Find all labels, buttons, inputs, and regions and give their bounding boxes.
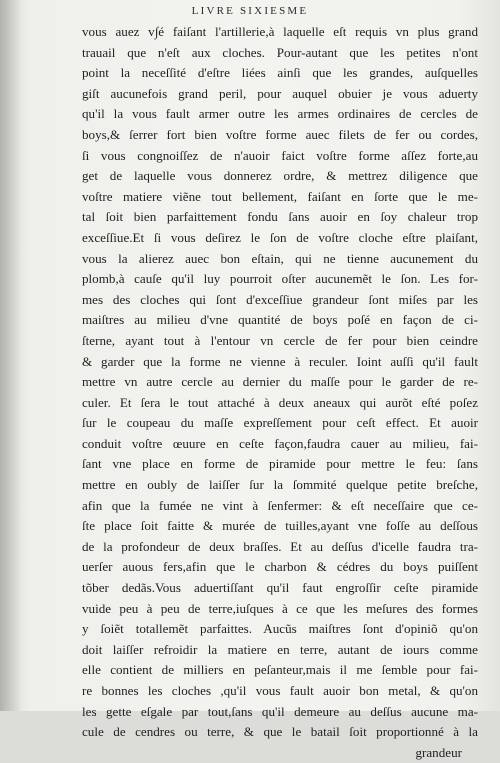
text-line: giſt aucunefois grand peril, pour auquel obuier je vous aduerty — [82, 85, 478, 101]
text-line: conduit voſtre œuure en ceſte façon,faudra cauer au milieu, fai- — [82, 435, 478, 451]
text-line: qu'il la vous fault armer outre les armes ordinaires de cercles de — [82, 106, 478, 122]
text-line: doit laiſſer refroidir la matiere en terre, autant de iours comme — [82, 641, 478, 657]
text-line: boys,& ſerrer fort bien voſtre forme auec filets de fer ou cordes, — [82, 126, 478, 142]
text-line: ſte place ſoit faitte & murée de tuilles,ayant vne foſſe au deſſous — [82, 518, 478, 534]
body-text — [82, 22, 478, 763]
text-line: exceſſiue.Et ſi vous deſirez le ſon de voſtre cloche eſtre plaiſant, — [82, 229, 478, 245]
text-line: vous la alierez auec bon eſtain, qui ne tienne aucunement du — [82, 250, 478, 266]
text-line: trauail que n'eſt aux cloches. Pour-autant que les petites n'ont — [82, 44, 478, 60]
running-head: LIVRE SIXIESME — [191, 5, 309, 17]
text-line: uerſer auous fers,afin que le charbon & cédres du boys puiſſent — [82, 559, 478, 575]
text-line: ſterne, ayant tout à l'entour vn cercle de fer pour bien ceindre — [82, 332, 478, 348]
text-line: vous auez v∫é faiſant l'artillerie,à laquelle eſt requis vn plus grand — [82, 24, 478, 39]
text-line: ſant vne place en forme de piramide pour mettre le feu: ſans — [82, 456, 478, 472]
text-line: les gette eſgale par tout,ſans qu'il demeure au deſſus aucune ma- — [82, 703, 478, 719]
text-line: afin que la fumée ne vint à ſenfermer: & eſt neceſſaire que ce- — [82, 497, 478, 513]
text-line: maiſtres au milieu d'vne quantité de boys poſé en façon de ci- — [82, 312, 478, 328]
text-line: tal ſoit bien parfaittement fondu ſans auoir en ſoy chaleur trop — [82, 209, 478, 225]
text-line: re bonnes les cloches ,qu'il vous fault auoir bon metal, & qu'on — [82, 683, 478, 698]
text-line: ſur le coupeau du maſſe expreſſement pour ceſt effect. Et auoir — [82, 415, 478, 431]
text-line: elle contient de milliers en peſanteur,mais il me ſemble pour fai- — [82, 662, 478, 678]
text-line: get de laquelle vous donnerez ordre, & mettrez diligence que — [82, 168, 478, 184]
text-line: plomb,à cauſe qu'il luy pourroit oſter aucunemẽt le ſon. Les for- — [82, 271, 478, 287]
text-line: ſi vous congnoiſſez de n'auoir faict voſtre forme aſſez forte,au — [82, 147, 478, 163]
text-line: vuide peu à peu de terre,iuſques à ce que les meſures des formes — [82, 600, 478, 616]
text-line: & garder que la forme ne vienne à reculer. Ioint auſſi qu'il fault — [82, 353, 478, 369]
text-line: culer. Et ſera le tout attaché à deux aneaux qui aurõt eſté poſez — [82, 394, 478, 410]
text-line: mettre en oubly de laiſſer ſur la ſommité quelque petite breſche, — [82, 477, 478, 493]
text-line: cule de cendres ou terre, & que le batail ſoit proportionné à la — [82, 724, 478, 740]
text-line: tõber dedãs.Vous aduertiſſant qu'il faut engroſſir ceſte piramide — [82, 580, 478, 596]
text-line: grandeur — [415, 744, 462, 760]
text-line: voſtre matiere viẽne tout bellement, faiſant en ſorte que le me- — [82, 188, 478, 204]
binding-shadow — [0, 0, 22, 711]
text-line: mes des cloches qui ſont d'exceſſiue grandeur ſont miſes par les — [82, 291, 478, 307]
text-line: point la neceſſité d'eſtre liées ainſi que les grandes, auſquelles — [82, 65, 478, 81]
text-line: y ſoiẽt totallemẽt parfaittes. Aucũs maiſtres ſont d'opiniõ qu'on — [82, 621, 478, 637]
text-line: de la profondeur de deux braſſes. Et au deſſus d'icelle faudra tra- — [82, 538, 478, 554]
text-line: mettre vn autre cercle au dernier du maſſe pour le garder de re- — [82, 374, 478, 390]
